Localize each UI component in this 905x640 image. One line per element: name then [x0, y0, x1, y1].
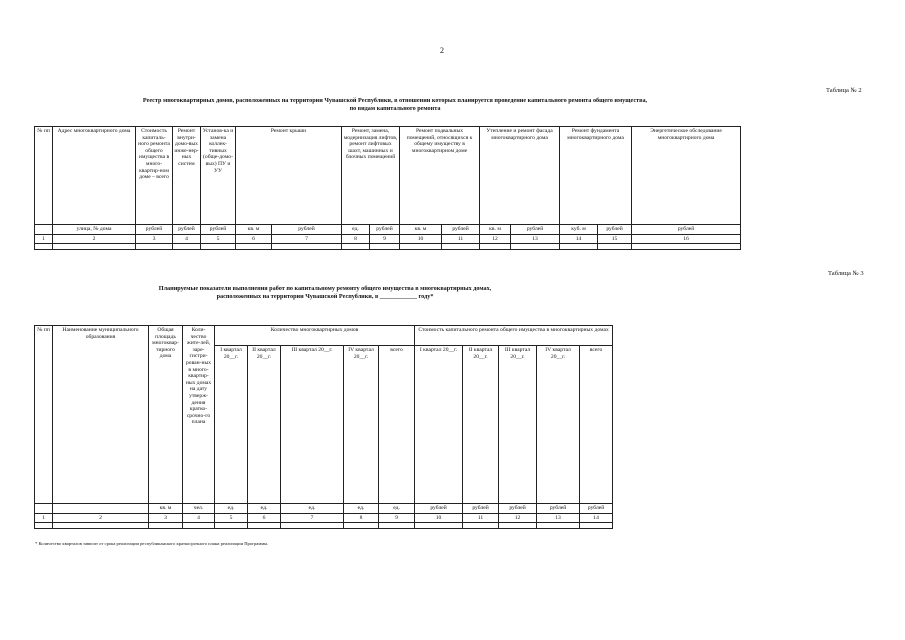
- t3-colnum: 4: [183, 513, 215, 523]
- t3-unit: ед.: [248, 504, 281, 514]
- t2-h-meters: Установ-ка и замена коллек-тивных (обще-домо-вых) ПУ и УУ: [201, 127, 236, 225]
- t3-unit: [53, 504, 149, 514]
- t2-unit: ед.: [342, 225, 370, 235]
- t3-unit: ед.: [281, 504, 344, 514]
- t3-unit: чел.: [183, 504, 215, 514]
- t3-q4-houses: IV квартал 20__г.: [344, 346, 379, 504]
- t2-unit: рублей: [511, 225, 560, 235]
- t3-q3-cost: III квартал 20__г.: [499, 346, 537, 504]
- t2-unit: рублей: [442, 225, 480, 235]
- t2-unit: кв. м: [400, 225, 442, 235]
- table-3-header-row: [35, 326, 613, 346]
- t3-total-cost: всего: [580, 346, 613, 504]
- t3-q1-cost: I квартал 20__г.: [415, 346, 463, 504]
- t3-q4-cost: IV квартал 20__г.: [537, 346, 580, 504]
- t2-h-lifts: Ремонт, замена, модернизация лифтов, ремонт лифтовых шахт, машинных и блочных помещений: [342, 127, 400, 225]
- t3-unit: рублей: [499, 504, 537, 514]
- t3-unit: [35, 504, 53, 514]
- t2-unit: кв. м: [236, 225, 272, 235]
- t3-colnum: 5: [215, 513, 248, 523]
- table-2-title-line-1: Реестр многоквартирных домов, расположенных на территории Чувашской Республики, в отношении которых планируется проведение капитального ремонта общего имущества,: [142, 97, 648, 104]
- t3-h-area: Общая площадь многоквар-тирного дома: [149, 326, 183, 504]
- t3-unit: ед.: [215, 504, 248, 514]
- t3-q2-cost: II квартал 20__г.: [463, 346, 499, 504]
- t3-colnum: 7: [281, 513, 344, 523]
- t2-h-address: Адрес многоквартирного дома: [53, 127, 136, 225]
- t2-h-roof: Ремонт крыши: [236, 127, 342, 225]
- t3-colnum: 12: [499, 513, 537, 523]
- t2-unit: рублей: [201, 225, 236, 235]
- t3-h-residents: Коли-чество жите-лей, заре-гистри-рован-ных в много-квартир-ных домах на дату утверж-дения кратко-срочно-го плана: [183, 326, 215, 504]
- t2-colnum: 1: [35, 234, 53, 244]
- t2-colnum: 14: [560, 234, 598, 244]
- table-3-title-line-2: расположенных на территории Чувашской Республики, в ____________ году*: [216, 293, 434, 300]
- t2-h-engineering: Ремонт внутри-домо-вых инже-нер-ных систем: [173, 127, 201, 225]
- t2-colnum: 7: [272, 234, 342, 244]
- t2-unit: рублей: [632, 225, 741, 235]
- t2-unit: куб. м: [560, 225, 598, 235]
- t2-h-energy: Энергетическое обследование многоквартирного дома: [632, 127, 741, 225]
- t3-colnum: 8: [344, 513, 379, 523]
- t3-colnum: 11: [463, 513, 499, 523]
- t3-h-num: № пп: [35, 326, 53, 504]
- table-2-empty-row: [35, 244, 741, 250]
- t3-colnum: 6: [248, 513, 281, 523]
- table-2: [34, 126, 741, 250]
- t3-unit: рублей: [537, 504, 580, 514]
- t2-unit: улица, № дома: [53, 225, 136, 235]
- t3-h-municipality: Наименование муниципального образования: [53, 326, 149, 504]
- t2-h-total-cost: Стоимость капиталь-ного ремонта общего имущества в много-квартир-ном доме – всего: [136, 127, 173, 225]
- t3-h-houses: Количество многоквартирных домов: [215, 326, 415, 346]
- t2-colnum: 11: [442, 234, 480, 244]
- t2-unit: [35, 225, 53, 235]
- t3-colnum: 10: [415, 513, 463, 523]
- t3-unit: ед.: [379, 504, 415, 514]
- t2-colnum: 3: [136, 234, 173, 244]
- t3-q2-houses: II квартал 20__г.: [248, 346, 281, 504]
- table-3-footnote: * Количество кварталов зависит от срока реализации республиканского краткосрочного плана реализации Программы.: [35, 541, 269, 546]
- table-2-title-line-2: по видам капитального ремонта: [349, 105, 441, 112]
- table-3: [34, 325, 613, 529]
- table-3-title: [90, 285, 560, 301]
- t3-colnum: 2: [53, 513, 149, 523]
- t2-unit: кв. м: [480, 225, 511, 235]
- table-3-title-line-1: Планируемые показатели выполнения работ по капитальному ремонту общего имущества в многоквартирных домах,: [158, 285, 492, 292]
- t2-colnum: 10: [400, 234, 442, 244]
- t3-colnum: 1: [35, 513, 53, 523]
- table-2-number-row: [35, 234, 741, 244]
- t2-unit: рублей: [136, 225, 173, 235]
- table-2-label: Таблица № 2: [826, 87, 862, 94]
- t2-unit: рублей: [272, 225, 342, 235]
- t2-colnum: 2: [53, 234, 136, 244]
- table-3-units-row: [35, 504, 613, 514]
- t2-unit: рублей: [173, 225, 201, 235]
- t2-h-basement: Ремонт подвальных помещений, относящихся к общему имуществу в многоквартирном доме: [400, 127, 480, 225]
- t2-colnum: 6: [236, 234, 272, 244]
- t3-unit: рублей: [463, 504, 499, 514]
- t3-colnum: 14: [580, 513, 613, 523]
- table-3-number-row: [35, 513, 613, 523]
- t2-unit: рублей: [370, 225, 400, 235]
- t3-unit: кв. м: [149, 504, 183, 514]
- table-3-label: Таблица № 3: [828, 270, 864, 277]
- t3-unit: рублей: [580, 504, 613, 514]
- t2-colnum: 5: [201, 234, 236, 244]
- t2-colnum: 15: [598, 234, 632, 244]
- table-2-title: [70, 97, 720, 113]
- t2-colnum: 13: [511, 234, 560, 244]
- t3-q1-houses: I квартал 20__г.: [215, 346, 248, 504]
- t2-colnum: 12: [480, 234, 511, 244]
- t3-total-houses: всего: [379, 346, 415, 504]
- t3-h-cost: Стоимость капитального ремонта общего имущества в многоквартирных домах: [415, 326, 613, 346]
- t3-colnum: 3: [149, 513, 183, 523]
- t2-unit: рублей: [598, 225, 632, 235]
- t3-colnum: 13: [537, 513, 580, 523]
- t2-h-num: № пп: [35, 127, 53, 225]
- t2-colnum: 16: [632, 234, 741, 244]
- t2-h-facade: Утепление и ремонт фасада многоквартирного дома: [480, 127, 560, 225]
- t3-colnum: 9: [379, 513, 415, 523]
- t2-colnum: 8: [342, 234, 370, 244]
- t2-colnum: 9: [370, 234, 400, 244]
- t3-q3-houses: III квартал 20__г.: [281, 346, 344, 504]
- t3-unit: ед.: [344, 504, 379, 514]
- table-3-empty-row: [35, 523, 613, 529]
- page-number: 2: [440, 46, 444, 55]
- t2-h-foundation: Ремонт фундамента многоквартирного дома: [560, 127, 632, 225]
- table-2-units-row: [35, 225, 741, 235]
- table-2-header-row: [35, 127, 741, 225]
- t2-colnum: 4: [173, 234, 201, 244]
- t3-unit: рублей: [415, 504, 463, 514]
